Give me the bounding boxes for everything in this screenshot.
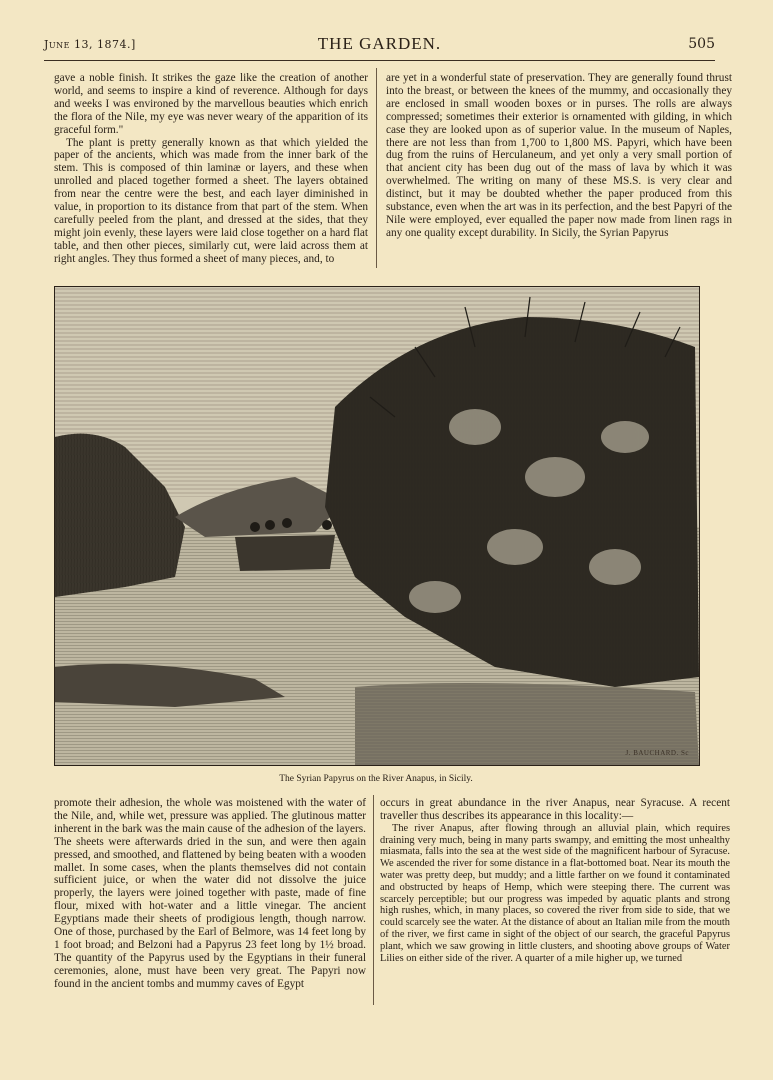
paragraph: occurs in great abundance in the river Anapus, near Syracuse. A recent traveller thus describes its appearance in this locality:— xyxy=(380,797,730,822)
column-divider xyxy=(373,795,374,1005)
page-header xyxy=(44,34,715,58)
paragraph: promote their adhesion, the whole was moistened with the water of the Nile, and, while wet, pressure was applied. The glutinous matter inherent in the bark was the main cause of the adhesion of the layers. The sheets were afterwards dried in the sun, and were then again pressed, and smoothed, and flattened by being beaten with a wooden mallet. In some cases, when the plants themselves did not contain sufficient juice, or when the water did not dissolve the juice properly, the layers were joined together with paste, made of fine flour, mixed with hot-water and a little vinegar. The ancient Egyptians made their sheets of prodigious length, though narrow. One of those, purchased by the Earl of Belmore, was 14 feet long by 1 foot broad; and Belzoni had a Papyrus 23 feet long by 1½ broad. The quantity of the Papyrus used by the Egyptians in their funeral ceremonies, alone, must have been very great. The Papyri now found in the ancient tombs and mummy caves of Egypt xyxy=(54,797,366,990)
papyrus-river-engraving xyxy=(55,287,699,765)
column-bottom-right xyxy=(380,797,730,964)
column-top-right xyxy=(386,72,732,240)
page-number: 505 xyxy=(688,36,715,52)
quoted-paragraph: The river Anapus, after flowing through an alluvial plain, which requires draining very much, being in many parts swampy, and emitting the most unhealthy miasmata, falls into the sea at the west side of the magnificent harbour of Syracuse. We ascended the river for some distance in a flat-bottomed boat. Near its mouth the water was pretty deep, but muddy; and a little farther on we found it contaminated and obstructed by heaps of Hemp, which were steeping there. The current was scarcely perceptible; but our progress was impeded by aquatic plants and strong high rushes, which, in many places, so covered the river from side to side, that we could scarcely see the water. At the distance of about an Italian mile from the mouth of the river, we first came in sight of the object of our search, the graceful Papyrus plant, which we saw growing in little clusters, and shooting above groups of Water Lilies on either side of the river. A quarter of a mile higher up, we turned xyxy=(380,822,730,964)
paragraph: gave a noble finish. It strikes the gaze like the creation of another world, and seems to inspire a kind of reverence. Although for days and weeks I was environed by the marvellous beauties which enrich the flora of the Nile, my eye was never weary of the apparition of its graceful form." xyxy=(54,72,368,136)
paragraph: are yet in a wonderful state of preservation. They are generally found thrust into the breast, or between the knees of the mummy, and occasionally they are enclosed in small wooden boxes or in purses. The rolls are always compressed; sometimes their exterior is ornamented with gilding, in which case they are looked upon as of superior value. In the museum of Naples, there are not less than from 1,700 to 1,800 MS. Papyri, which have been dug from the ruins of Herculaneum, and yet only a very small portion of that ancient city has been dug out of the mass of lava by which it was overwhelmed. The writing on many of these MS.S. is very clear and distinct, but it may be doubted whether the paper produced from this substance, even when the art was in its perfection, and the best Papyri of the Nile were employed, ever equalled the paper now made from linen rags in any one quality except durability. In Sicily, the Syrian Papyrus xyxy=(386,72,732,239)
column-top-left xyxy=(54,72,368,266)
engraver-signature: J. BAUCHARD. Sc xyxy=(625,749,689,757)
column-bottom-left xyxy=(54,797,366,991)
publication-title: THE GARDEN. xyxy=(317,34,442,53)
engraving-illustration xyxy=(54,286,700,766)
figure-caption: The Syrian Papyrus on the River Anapus, in Sicily. xyxy=(279,774,473,784)
issue-date: June 13, 1874.] xyxy=(44,38,136,51)
header-rule xyxy=(44,60,715,61)
paragraph: The plant is pretty generally known as that which yielded the paper of the ancients, which was made from the inner bark of the stem. This is composed of thin laminæ or layers, and these when unrolled and placed together formed a sheet. The layers obtained from near the centre were the best, and each layer diminished in value, in proportion to its distance from that part of the stem. When carefully peeled from the plant, and dressed at the sides, that they might join evenly, these layers were laid close together on a hard flat table, and then other pieces, similarly cut, were laid across them at right angles. They thus formed a sheet of many pieces, and, to xyxy=(54,136,368,265)
column-divider xyxy=(376,68,377,268)
